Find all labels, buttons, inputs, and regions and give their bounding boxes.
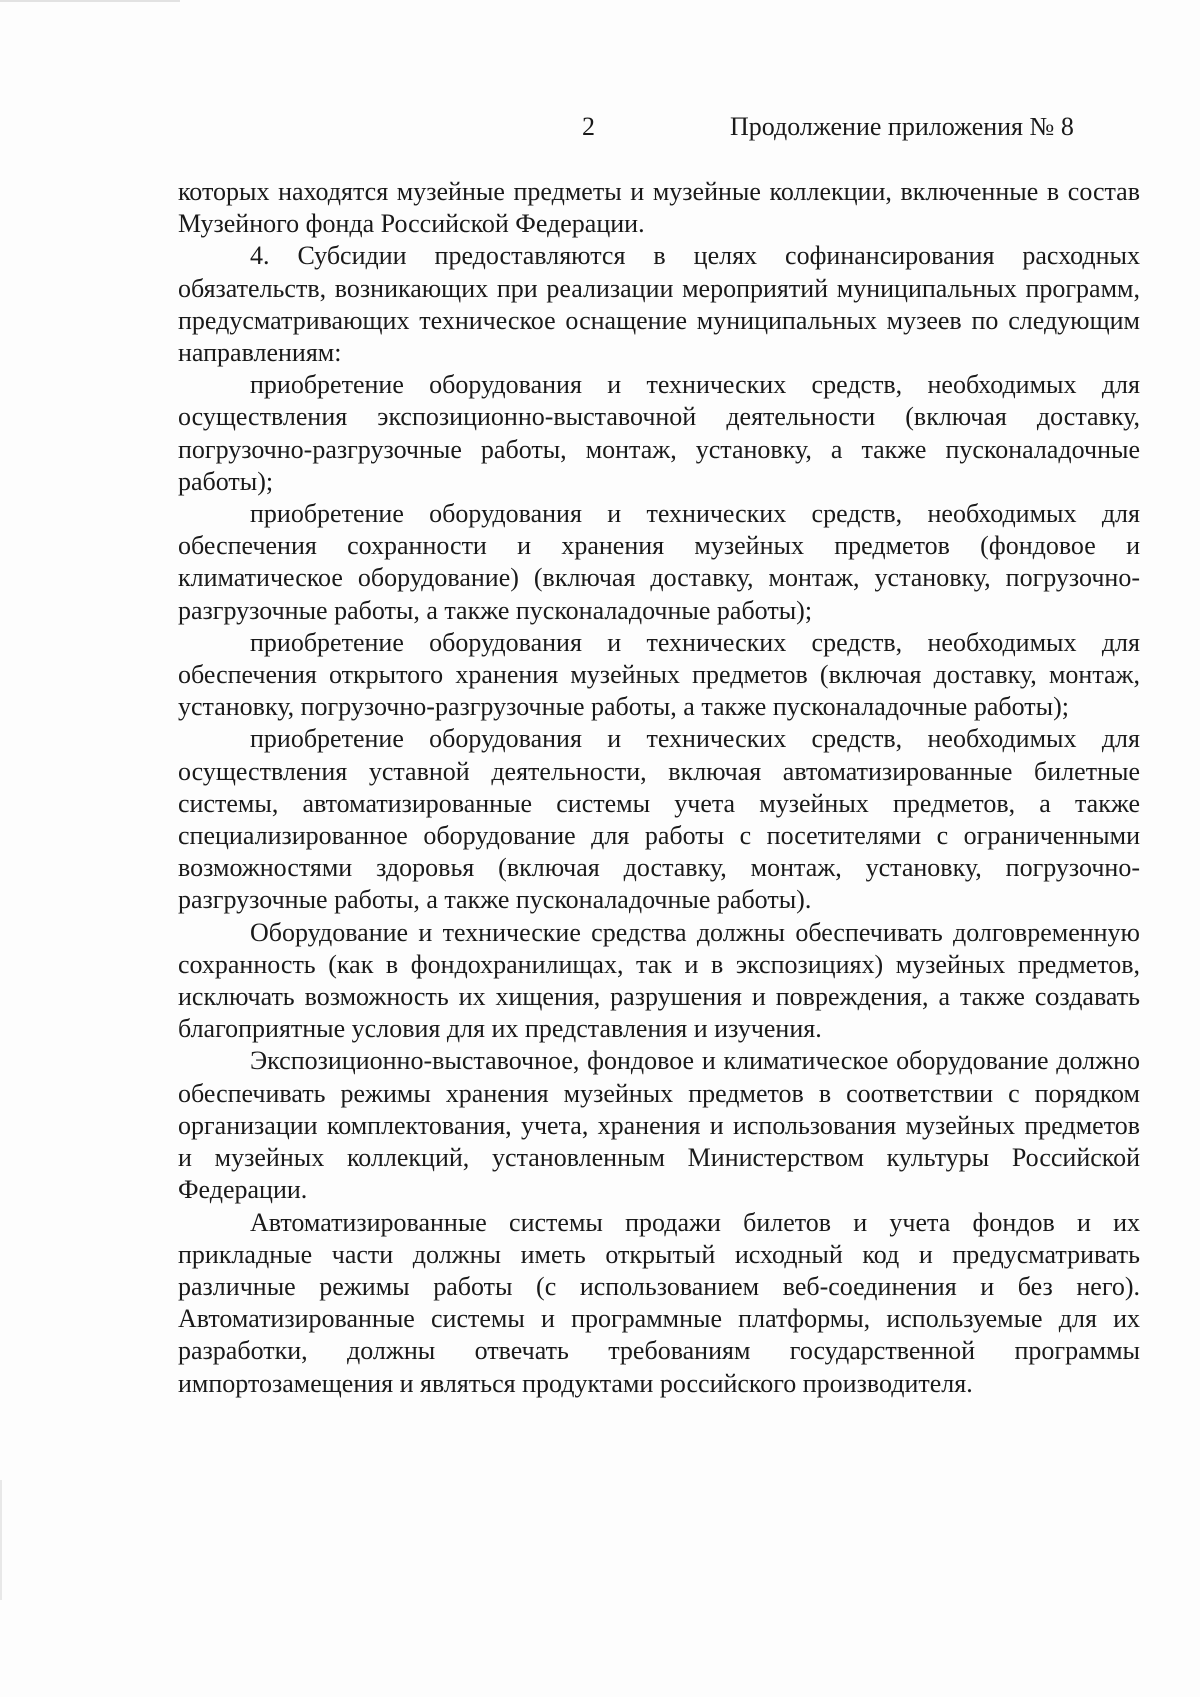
scan-edge-mark [0, 1480, 2, 1600]
paragraph: приобретение оборудования и технических средств, необходимых для осуществления экспозиционно-выставочной деятельности (включая доставку, погрузочно-разгрузочные работы, монтаж, установку, а также пусконаладочные работы); [178, 370, 1140, 496]
document-body [178, 176, 1140, 1400]
page-number: 2 [582, 112, 595, 141]
paragraph: приобретение оборудования и технических средств, необходимых для обеспечения открытого хранения музейных предметов (включая доставку, монтаж, установку, погрузочно-разгрузочные работы, а также пусконаладочные работы); [178, 627, 1140, 722]
paragraph: Экспозиционно-выставочное, фондовое и климатическое оборудование должно обеспечивать режимы хранения музейных предметов в соответствии с порядком организации комплектования, учета, хранения и использования музейных предметов и музейных коллекций, установленным Министерством культуры Российской Федерации. [178, 1046, 1140, 1205]
paragraph: приобретение оборудования и технических средств, необходимых для обеспечения сохранности и хранения музейных предметов (фондовое и климатическое оборудование) (включая доставку, монтаж, установку, погрузочно-разгрузочные работы, а также пусконаладочные работы); [178, 499, 1140, 625]
page-header [0, 112, 1200, 152]
scan-edge-mark [0, 0, 180, 2]
paragraph: Оборудование и технические средства должны обеспечивать долговременную сохранность (как в фондохранилищах, так и в экспозициях) музейных предметов, исключать возможность их хищения, разрушения и повреждения, а также создавать благоприятные условия для их представления и изучения. [178, 917, 1140, 1044]
paragraph: которых находятся музейные предметы и музейные коллекции, включенные в состав Музейного фонда Российской Федерации. [178, 177, 1140, 239]
paragraph: 4. Субсидии предоставляются в целях софинансирования расходных обязательств, возникающих при реализации мероприятий муниципальных программ, предусматривающих техническое оснащение муниципальных музеев по следующим направлениям: [178, 241, 1140, 368]
appendix-caption: Продолжение приложения № 8 [730, 112, 1074, 141]
paragraph: приобретение оборудования и технических средств, необходимых для осуществления уставной деятельности, включая автоматизированные билетные системы, автоматизированные системы учета музейных предметов, а также специализированное оборудование для работы с посетителями с ограниченными возможностями здоровья (включая доставку, монтаж, установку, погрузочно-разгрузочные работы, а также пусконаладочные работы). [178, 724, 1140, 915]
paragraph: Автоматизированные системы продажи билетов и учета фондов и их прикладные части должны иметь открытый исходный код и предусматривать различные режимы работы (с использованием веб-соединения и без него). Автоматизированные системы и программные платформы, используемые для их разработки, должны отвечать требованиям государственной программы импортозамещения и являться продуктами российского производителя. [178, 1207, 1140, 1398]
